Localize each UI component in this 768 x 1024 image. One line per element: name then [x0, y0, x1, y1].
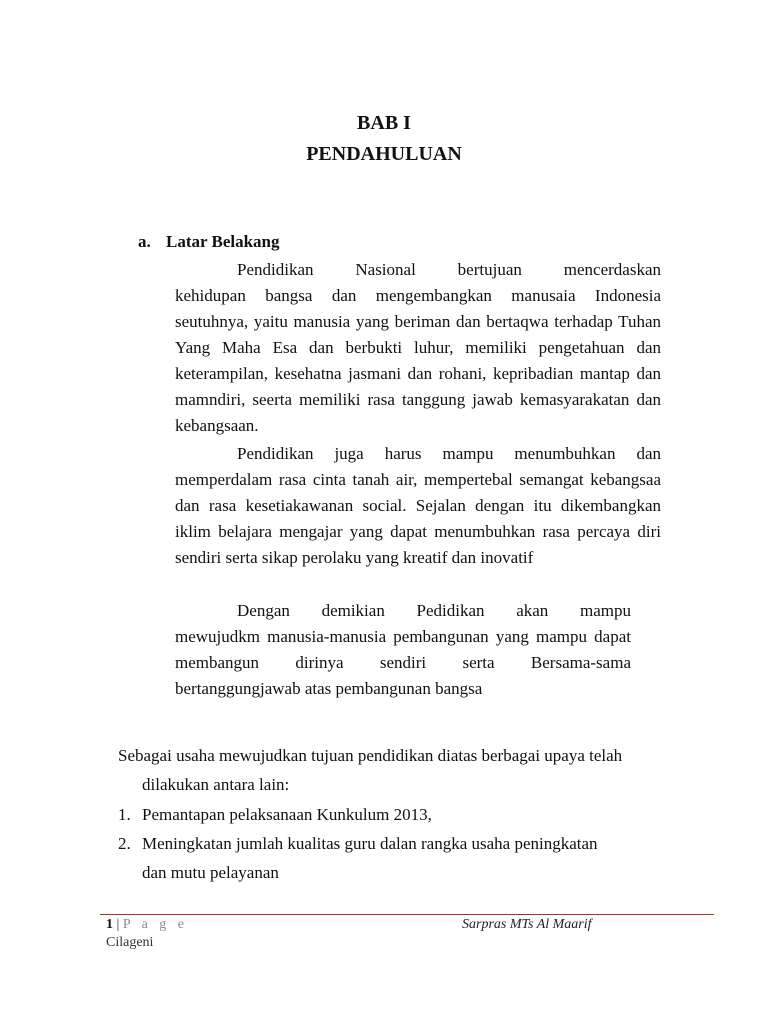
section-title: Latar Belakang: [166, 232, 280, 251]
chapter-number: BAB I: [357, 112, 411, 134]
list-item: [118, 800, 598, 829]
chapter-title: PENDAHULUAN: [306, 143, 462, 165]
paragraph-body: mewujudkm manusia-manusia pembangunan yang mampu dapat membangun dirinya sendiri serta Bersama-sama bertanggungjawab atas pembangunan bangsa: [175, 627, 631, 698]
list-item: [118, 829, 598, 887]
paragraph-body: kehidupan bangsa dan mengembangkan manusaia Indonesia seutuhnya, yaitu manusia yang beriman dan bertaqwa terhadap Tuhan Yang Maha Esa dan berbukti luhur, memiliki pengetahuan dan keterampilan, kesehatna jasmani dan rohani, kepribadian mantap dan mamndiri, seerta memiliki rasa tanggung jawab kemasyarakatan dan kebangsaan.: [175, 286, 661, 435]
footer-right-text: Sarpras MTs Al Maarif: [462, 917, 592, 932]
paragraph-first-line: Pendidikan juga harus mampu menumbuhkan dan: [237, 444, 661, 463]
paragraph: [175, 441, 661, 571]
page-number: 1: [106, 917, 113, 932]
list-number: 1.: [118, 805, 131, 824]
paragraph-body: memperdalam rasa cinta tanah air, mempertebal semangat kebangsaa dan rasa kesetiakawanan social. Sejalan dengan itu dikembangkan iklim belajara mengajar yang dapat menumbuhkan rasa percaya diri sendiri serta sikap perolaku yang kreatif dan inovatif: [175, 470, 661, 567]
section-heading: [138, 232, 280, 252]
paragraph: [175, 257, 661, 439]
paragraph: [175, 598, 631, 702]
paragraph-first-line: Pendidikan Nasional bertujuan mencerdaskan: [237, 260, 661, 279]
intro-text: Sebagai usaha mewujudkan tujuan pendidikan diatas berbagai upaya telah dilakukan antara lain:: [118, 746, 623, 794]
footer-school-line: Cilageni: [106, 935, 154, 950]
footer-divider: [100, 914, 714, 915]
footer-page-label: [106, 917, 188, 933]
numbered-list: [118, 800, 598, 887]
paragraph-first-line: Dengan demikian Pedidikan akan mampu: [237, 601, 631, 620]
page-word: P a g e: [122, 917, 189, 932]
page-separator: |: [116, 917, 120, 932]
list-text: Meningkatan jumlah kualitas guru dalan rangka usaha peningkatan dan mutu pelayanan: [142, 834, 598, 882]
list-number: 2.: [118, 834, 131, 853]
list-text: Pemantapan pelaksanaan Kunkulum 2013,: [142, 805, 432, 824]
section-letter: a.: [138, 232, 151, 251]
